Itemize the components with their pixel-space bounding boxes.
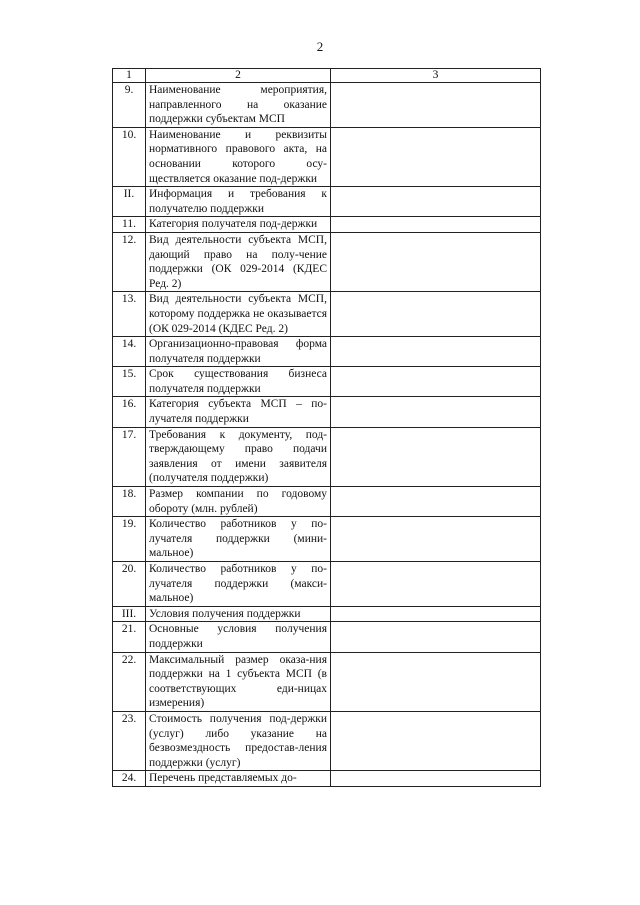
form-table-body bbox=[113, 69, 541, 787]
table-row bbox=[113, 83, 541, 128]
row-label: Наименование мероприятия, направленного на оказание поддержки субъектам МСП bbox=[146, 83, 331, 128]
row-value bbox=[331, 397, 541, 427]
row-number: 18. bbox=[113, 487, 146, 517]
table-row bbox=[113, 711, 541, 770]
row-label: Количество работников у по-лучателя поддержки (макси-мальное) bbox=[146, 562, 331, 607]
row-number: 14. bbox=[113, 337, 146, 367]
row-number: III. bbox=[113, 606, 146, 622]
table-row bbox=[113, 337, 541, 367]
table-row bbox=[113, 427, 541, 486]
row-number: 13. bbox=[113, 292, 146, 337]
row-label: Вид деятельности субъекта МСП, которому поддержка не оказывается (ОК 029-2014 (КДЕС Ред. 2) bbox=[146, 292, 331, 337]
row-number: 20. bbox=[113, 562, 146, 607]
table-header-row bbox=[113, 69, 541, 83]
table-row bbox=[113, 771, 541, 787]
table-row bbox=[113, 606, 541, 622]
row-value bbox=[331, 427, 541, 486]
row-value bbox=[331, 292, 541, 337]
row-label: Категория субъекта МСП – по-лучателя поддержки bbox=[146, 397, 331, 427]
header-col-1: 1 bbox=[113, 69, 146, 83]
table-row bbox=[113, 217, 541, 233]
row-number: 23. bbox=[113, 711, 146, 770]
row-number: 16. bbox=[113, 397, 146, 427]
row-value bbox=[331, 83, 541, 128]
row-value bbox=[331, 337, 541, 367]
row-label: Максимальный размер оказа-ния поддержки на 1 субъекта МСП (в соответствующих еди-ницах измерения) bbox=[146, 652, 331, 711]
row-value bbox=[331, 606, 541, 622]
row-label: Условия получения поддержки bbox=[146, 606, 331, 622]
row-number: 10. bbox=[113, 127, 146, 186]
row-value bbox=[331, 771, 541, 787]
table-row bbox=[113, 292, 541, 337]
row-label: Срок существования бизнеса получателя поддержки bbox=[146, 367, 331, 397]
row-label: Категория получателя под-держки bbox=[146, 217, 331, 233]
row-value bbox=[331, 367, 541, 397]
header-col-2: 2 bbox=[146, 69, 331, 83]
row-label: Информация и требования к получателю поддержки bbox=[146, 187, 331, 217]
table-row bbox=[113, 232, 541, 291]
row-value bbox=[331, 187, 541, 217]
table-row bbox=[113, 127, 541, 186]
row-label: Перечень представляемых до- bbox=[146, 771, 331, 787]
header-col-3: 3 bbox=[331, 69, 541, 83]
row-value bbox=[331, 562, 541, 607]
page-number: 2 bbox=[316, 39, 324, 54]
form-table bbox=[112, 68, 541, 787]
table-row bbox=[113, 562, 541, 607]
row-number: 12. bbox=[113, 232, 146, 291]
row-label: Стоимость получения под-держки (услуг) либо указание на безвозмездность предостав-ления поддержки (услуг) bbox=[146, 711, 331, 770]
row-number: 17. bbox=[113, 427, 146, 486]
row-value bbox=[331, 622, 541, 652]
row-label: Количество работников у по-лучателя поддержки (мини-мальное) bbox=[146, 517, 331, 562]
row-number: 22. bbox=[113, 652, 146, 711]
row-number: II. bbox=[113, 187, 146, 217]
table-row bbox=[113, 622, 541, 652]
row-label: Основные условия получения поддержки bbox=[146, 622, 331, 652]
row-label: Требования к документу, под-тверждающему право подачи заявления от имени заявителя (получателя поддержки) bbox=[146, 427, 331, 486]
row-value bbox=[331, 652, 541, 711]
row-label: Организационно-правовая форма получателя поддержки bbox=[146, 337, 331, 367]
row-label: Наименование и реквизиты нормативного правового акта, на основании которого осу-ществляется оказание под-держки bbox=[146, 127, 331, 186]
table-row bbox=[113, 397, 541, 427]
row-value bbox=[331, 217, 541, 233]
table-row bbox=[113, 187, 541, 217]
row-label: Вид деятельности субъекта МСП, дающий право на полу-чение поддержки (ОК 029-2014 (КДЕС Ред. 2) bbox=[146, 232, 331, 291]
row-number: 9. bbox=[113, 83, 146, 128]
row-number: 24. bbox=[113, 771, 146, 787]
row-value bbox=[331, 517, 541, 562]
row-label: Размер компании по годовому обороту (млн. рублей) bbox=[146, 487, 331, 517]
row-number: 11. bbox=[113, 217, 146, 233]
row-value bbox=[331, 487, 541, 517]
row-number: 21. bbox=[113, 622, 146, 652]
table-row bbox=[113, 652, 541, 711]
table-row bbox=[113, 487, 541, 517]
row-value bbox=[331, 127, 541, 186]
row-number: 15. bbox=[113, 367, 146, 397]
table-row bbox=[113, 517, 541, 562]
row-value bbox=[331, 711, 541, 770]
row-value bbox=[331, 232, 541, 291]
row-number: 19. bbox=[113, 517, 146, 562]
table-row bbox=[113, 367, 541, 397]
